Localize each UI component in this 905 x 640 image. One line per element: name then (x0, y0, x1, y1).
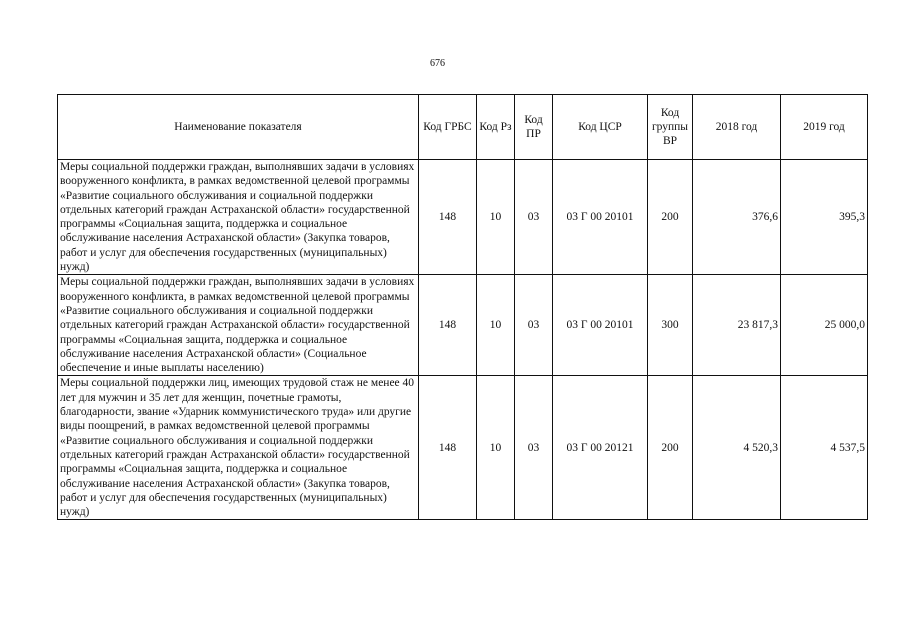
row-2018: 376,6 (693, 160, 781, 275)
row-grbs: 148 (419, 160, 477, 275)
row-grbs: 148 (419, 275, 477, 376)
row-2018: 4 520,3 (693, 376, 781, 520)
header-pr: Код ПР (515, 95, 553, 160)
row-rz: 10 (477, 275, 515, 376)
row-2019: 395,3 (781, 160, 868, 275)
row-csr: 03 Г 00 20101 (553, 160, 648, 275)
header-vr: Код группы ВР (648, 95, 693, 160)
header-name: Наименование показателя (58, 95, 419, 160)
row-pr: 03 (515, 160, 553, 275)
table-row (58, 376, 868, 520)
row-name: Меры социальной поддержки лиц, имеющих трудовой стаж не менее 40 лет для мужчин и 35 лет для женщин, почетные грамоты, благодарности, звание «Ударник коммунистического труда» или другие виды поощрений, в рамках ведомственной целевой программы «Развитие социального обслуживания и социальной поддержки отдельных категорий граждан Астраханской области» государственной программы «Социальная защита, поддержка и социальное обслуживание населения Астраханской области» (Закупка товаров, работ и услуг для обеспечения государственных (муниципальных) нужд) (58, 376, 419, 520)
row-2019: 4 537,5 (781, 376, 868, 520)
budget-table (57, 94, 868, 520)
row-name: Меры социальной поддержки граждан, выполнявших задачи в условиях вооруженного конфликта, в рамках ведомственной целевой программы «Развитие социального обслуживания и социальной поддержки отдельных категорий граждан Астраханской области» государственной программы «Социальная защита, поддержка и социальное обслуживание населения Астраханской области» (Социальное обеспечение и иные выплаты населению) (58, 275, 419, 376)
table-row (58, 160, 868, 275)
row-rz: 10 (477, 160, 515, 275)
header-row (58, 95, 868, 160)
row-csr: 03 Г 00 20121 (553, 376, 648, 520)
table-row (58, 275, 868, 376)
header-rz: Код Рз (477, 95, 515, 160)
row-name: Меры социальной поддержки граждан, выполнявших задачи в условиях вооруженного конфликта, в рамках ведомственной целевой программы «Развитие социального обслуживания и социальной поддержки отдельных категорий граждан Астраханской области» государственной программы «Социальная защита, поддержка и социальное обслуживание населения Астраханской области» (Закупка товаров, работ и услуг для обеспечения государственных (муниципальных) нужд) (58, 160, 419, 275)
header-2019: 2019 год (781, 95, 868, 160)
row-csr: 03 Г 00 20101 (553, 275, 648, 376)
header-2018: 2018 год (693, 95, 781, 160)
page-number: 676 (430, 58, 445, 69)
row-vr: 200 (648, 376, 693, 520)
header-csr: Код ЦСР (553, 95, 648, 160)
row-grbs: 148 (419, 376, 477, 520)
row-2019: 25 000,0 (781, 275, 868, 376)
row-2018: 23 817,3 (693, 275, 781, 376)
row-vr: 300 (648, 275, 693, 376)
row-pr: 03 (515, 275, 553, 376)
row-vr: 200 (648, 160, 693, 275)
header-grbs: Код ГРБС (419, 95, 477, 160)
row-rz: 10 (477, 376, 515, 520)
row-pr: 03 (515, 376, 553, 520)
